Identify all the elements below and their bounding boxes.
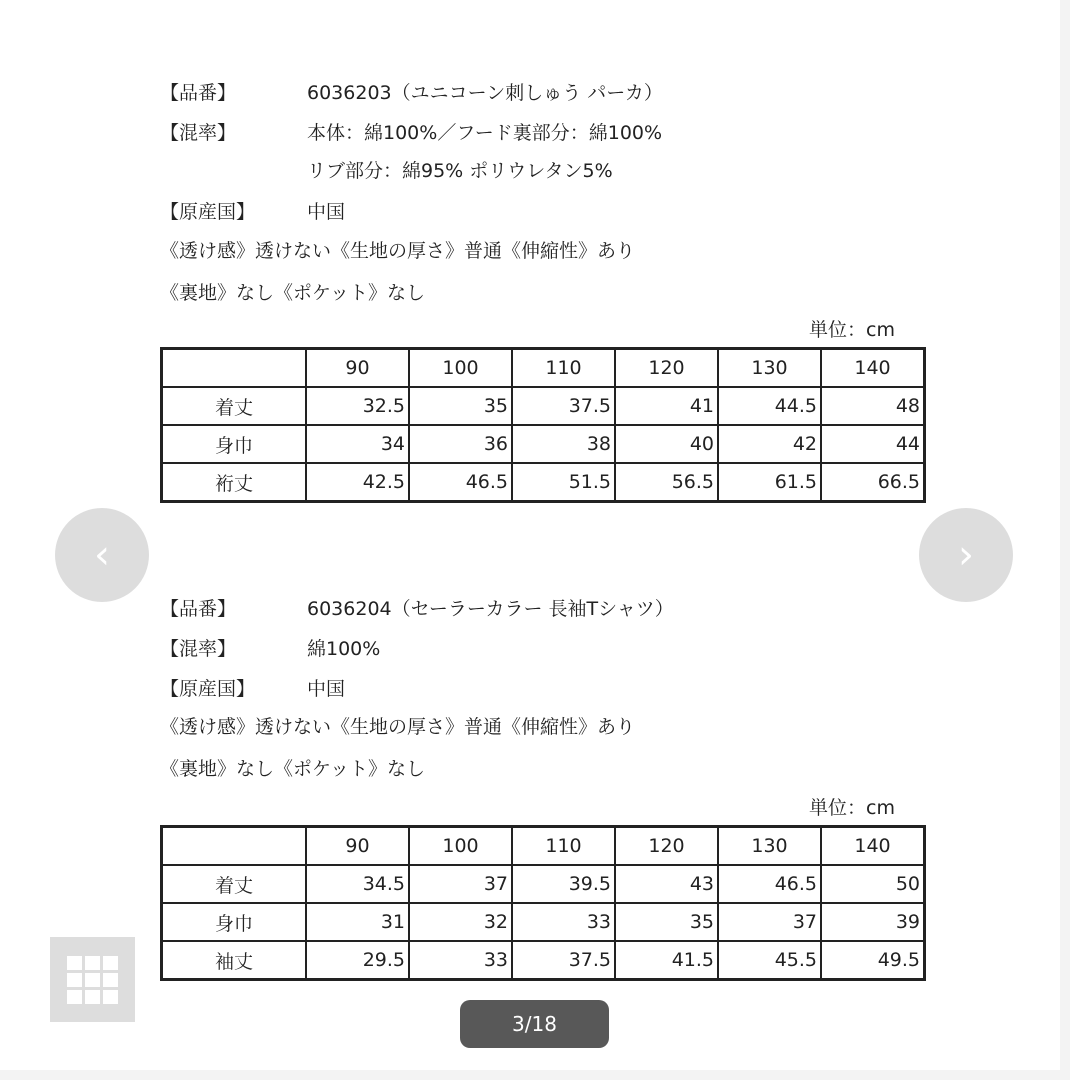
cell-value: 35: [409, 387, 512, 425]
cell-value: 44.5: [718, 387, 821, 425]
spec-value: 綿100%: [307, 638, 381, 660]
cell-value: 46.5: [409, 463, 512, 502]
cell-value: 49.5: [821, 941, 925, 980]
grid-icon-cell: [103, 973, 118, 987]
spec-note: 《裏地》なし《ポケット》なし: [160, 758, 426, 780]
spec-value: 中国: [307, 678, 346, 700]
spec-label: 【品番】: [160, 82, 237, 104]
cell-value: 33: [409, 941, 512, 980]
spec-value: 6036203（ユニコーン刺しゅう パーカ）: [307, 82, 663, 104]
chevron-right-icon: ›: [958, 532, 974, 578]
spec-value: リブ部分：綿95% ポリウレタン5%: [307, 160, 613, 182]
unit-label: 単位：cm: [809, 797, 895, 819]
size-header: 110: [512, 349, 615, 388]
cell-value: 50: [821, 865, 925, 903]
cell-value: 37: [718, 903, 821, 941]
size-header: 110: [512, 827, 615, 866]
table-row: [162, 425, 925, 463]
spec-note: 《裏地》なし《ポケット》なし: [160, 282, 426, 304]
chevron-left-icon: ‹: [94, 532, 110, 578]
cell-value: 45.5: [718, 941, 821, 980]
size-header: 130: [718, 827, 821, 866]
row-label: 裄丈: [162, 463, 307, 502]
grid-icon-cell: [85, 990, 100, 1004]
cell-value: 37.5: [512, 387, 615, 425]
cell-value: 39.5: [512, 865, 615, 903]
table-row: [162, 941, 925, 980]
table-row: [162, 387, 925, 425]
size-table: [160, 347, 926, 503]
cell-value: 37.5: [512, 941, 615, 980]
spec-label: 【原産国】: [160, 201, 256, 223]
cell-value: 34: [306, 425, 409, 463]
row-label: 身巾: [162, 903, 307, 941]
spec-value: 本体：綿100%／フード裏部分：綿100%: [307, 122, 663, 144]
table-header-row: [162, 827, 925, 866]
row-label: 袖丈: [162, 941, 307, 980]
cell-value: 34.5: [306, 865, 409, 903]
size-header: 100: [409, 827, 512, 866]
cell-value: 31: [306, 903, 409, 941]
spec-value: 中国: [307, 201, 346, 223]
spec-value: 6036204（セーラーカラー 長袖Tシャツ）: [307, 598, 674, 620]
cell-value: 51.5: [512, 463, 615, 502]
cell-value: 42: [718, 425, 821, 463]
cell-value: 38: [512, 425, 615, 463]
size-header: 120: [615, 349, 718, 388]
cell-value: 29.5: [306, 941, 409, 980]
unit-label: 単位：cm: [809, 319, 895, 341]
table-header-row: [162, 349, 925, 388]
spec-note: 《透け感》透けない《生地の厚さ》普通《伸縮性》あり: [160, 240, 636, 262]
grid-icon-cell: [67, 990, 82, 1004]
cell-value: 41: [615, 387, 718, 425]
grid-view-button[interactable]: [50, 937, 135, 1022]
size-header: 100: [409, 349, 512, 388]
row-label: 着丈: [162, 387, 307, 425]
spec-label: 【混率】: [160, 122, 237, 144]
row-label: 身巾: [162, 425, 307, 463]
size-header: 130: [718, 349, 821, 388]
header-blank: [162, 349, 307, 388]
table-row: [162, 865, 925, 903]
table-row: [162, 903, 925, 941]
next-image-button[interactable]: [919, 508, 1013, 602]
spec-label: 【混率】: [160, 638, 237, 660]
size-header: 90: [306, 827, 409, 866]
header-blank: [162, 827, 307, 866]
cell-value: 32.5: [306, 387, 409, 425]
spec-label: 【品番】: [160, 598, 237, 620]
grid-icon-cell: [67, 956, 82, 970]
size-header: 140: [821, 827, 925, 866]
image-counter: 3/18: [460, 1000, 609, 1048]
spec-label: 【原産国】: [160, 678, 256, 700]
cell-value: 35: [615, 903, 718, 941]
cell-value: 42.5: [306, 463, 409, 502]
cell-value: 36: [409, 425, 512, 463]
spec-note: 《透け感》透けない《生地の厚さ》普通《伸縮性》あり: [160, 716, 636, 738]
grid-icon-cell: [85, 956, 100, 970]
cell-value: 48: [821, 387, 925, 425]
cell-value: 44: [821, 425, 925, 463]
cell-value: 41.5: [615, 941, 718, 980]
cell-value: 46.5: [718, 865, 821, 903]
row-label: 着丈: [162, 865, 307, 903]
table-row: [162, 463, 925, 502]
grid-icon-cell: [103, 956, 118, 970]
grid-icon-cell: [103, 990, 118, 1004]
cell-value: 56.5: [615, 463, 718, 502]
size-header: 90: [306, 349, 409, 388]
cell-value: 40: [615, 425, 718, 463]
prev-image-button[interactable]: [55, 508, 149, 602]
cell-value: 37: [409, 865, 512, 903]
cell-value: 61.5: [718, 463, 821, 502]
cell-value: 33: [512, 903, 615, 941]
size-table: [160, 825, 926, 981]
size-header: 140: [821, 349, 925, 388]
cell-value: 66.5: [821, 463, 925, 502]
cell-value: 39: [821, 903, 925, 941]
cell-value: 32: [409, 903, 512, 941]
cell-value: 43: [615, 865, 718, 903]
grid-icon-cell: [67, 973, 82, 987]
size-header: 120: [615, 827, 718, 866]
grid-icon-cell: [85, 973, 100, 987]
